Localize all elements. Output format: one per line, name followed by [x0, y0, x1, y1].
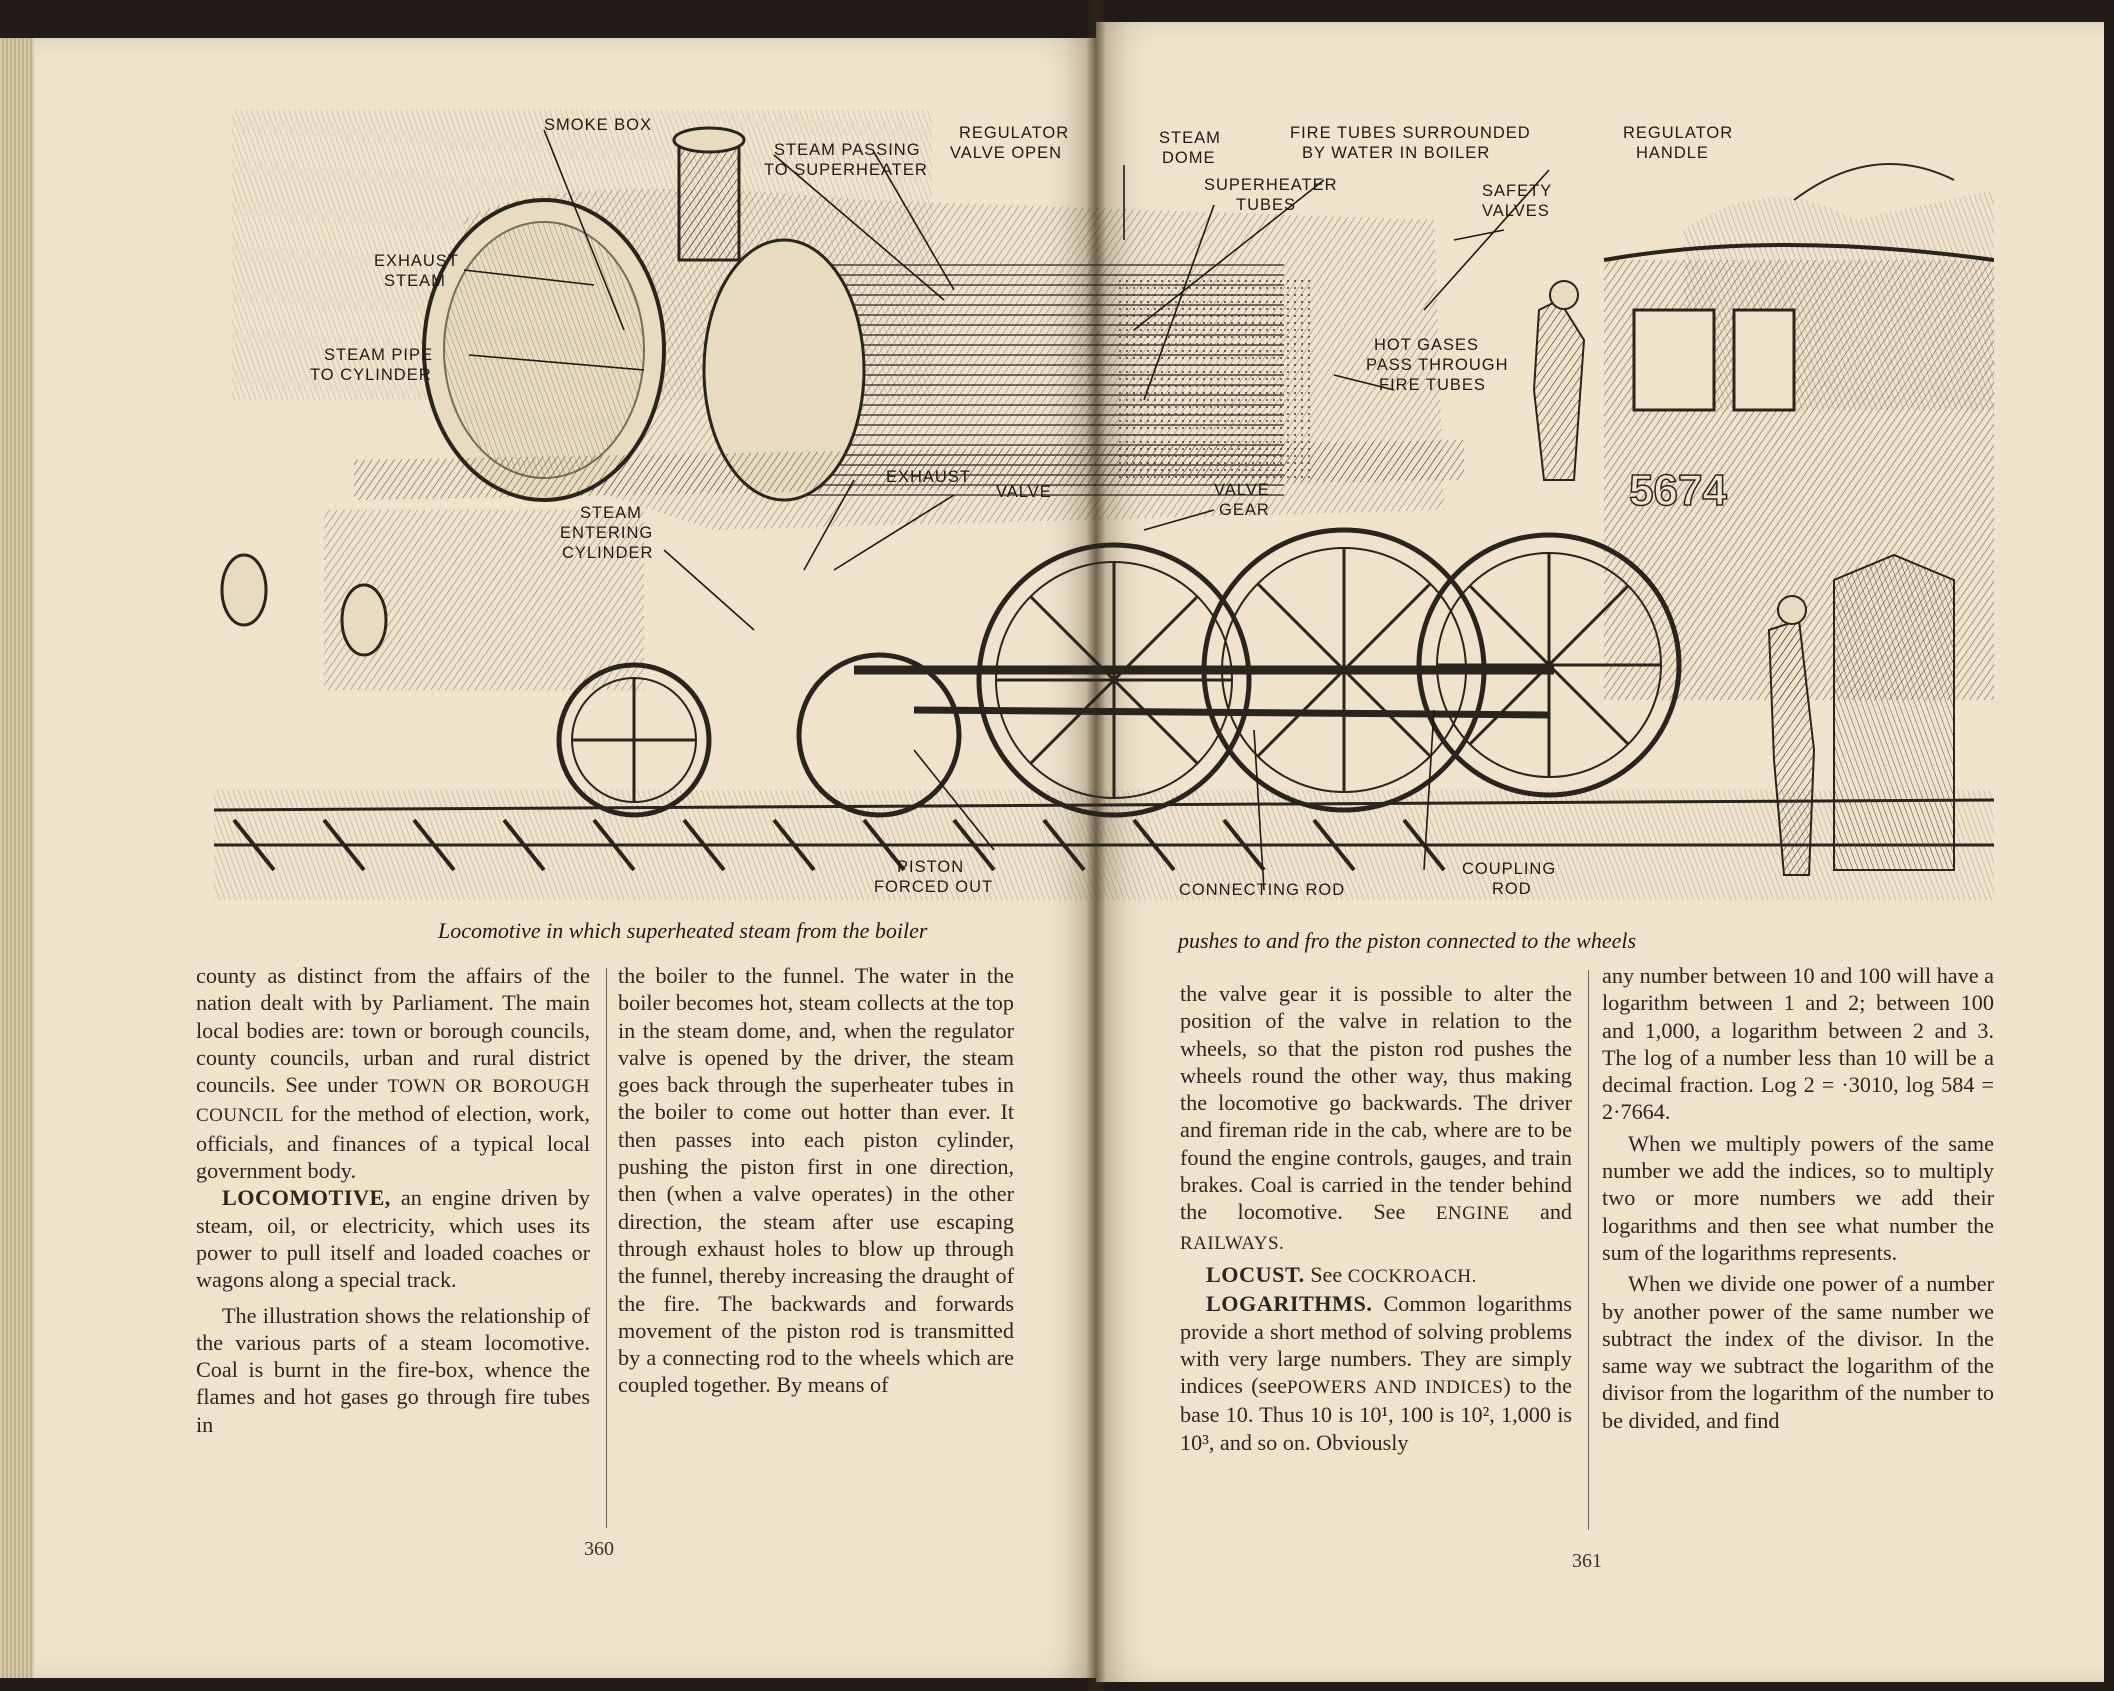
label-steam-passing-1: STEAM PASSING — [774, 141, 921, 159]
label-superheater-1: SUPERHEATER — [1204, 176, 1338, 194]
text-span: ) to the base 10. Thus 10 is 10¹, 100 is 10², 1,000 is 10³, and so on. Obviously — [1180, 1373, 1572, 1455]
engine-number: 5674 — [1629, 466, 1727, 515]
column-rule — [606, 968, 607, 1528]
text-span: See under — [285, 1072, 378, 1098]
label-safety-1: SAFETY — [1482, 182, 1553, 200]
cross-reference: POWERS AND INDICES — [1287, 1377, 1504, 1399]
page-edges — [0, 38, 34, 1678]
paragraph: the boiler to the funnel. The water in the boiler becomes hot, steam collects at the top in the steam dome, and, when the regulator valve is opened by the driver, the steam goes back through the superheater tubes in the boiler to come out hotter than ever. It then passes into each piston cylinder, pushing the piston first in one direction, then (when a valve operates) in the other direction, the steam after use escaping through exhaust holes to blow up through the funnel, thereby increasing the draught of the fire. The backwards and forwards movement of the piston rod is transmitted by a connecting rod to the wheels which are coupled together. By means of — [618, 963, 1014, 1398]
paragraph — [1180, 980, 1572, 1257]
text-span: for the method of election, work, officials, and finances of a typical local government body. — [196, 1101, 590, 1184]
entry-locomotive — [196, 1184, 590, 1293]
cross-reference: RAILWAYS. — [1180, 1232, 1285, 1254]
label-regulator-handle-2: HANDLE — [1636, 144, 1709, 162]
label-regulator-handle-1: REGULATOR — [1623, 124, 1734, 142]
label-steam-entering-2: ENTERING — [560, 524, 654, 542]
label-steam-dome-1: STEAM — [1159, 129, 1221, 147]
page-number-right: 361 — [1572, 1550, 1602, 1572]
left-column-1 — [196, 962, 590, 1438]
label-piston-2: FORCED OUT — [874, 878, 994, 896]
entry-locust — [1180, 1261, 1572, 1290]
text-span: county as distinct from the affairs of the nation dealt with by Parliament. The main local bodies are: town or borough councils, county councils, urban and rural district councils. — [196, 963, 590, 1098]
label-valve: VALVE — [996, 483, 1052, 501]
label-smoke-box: SMOKE BOX — [544, 116, 653, 134]
label-fire-tubes-2: BY WATER IN BOILER — [1302, 144, 1491, 162]
cross-reference: COCKROACH. — [1347, 1265, 1477, 1287]
left-column-2 — [618, 962, 1014, 1399]
label-hot-gases-1: HOT GASES — [1374, 336, 1479, 354]
paragraph — [196, 962, 590, 1184]
cross-reference: TOWN OR BOROUGH COUNCIL — [196, 1076, 591, 1127]
column-rule — [1588, 970, 1589, 1530]
label-steam-pipe-2: TO CYLINDER — [310, 366, 432, 384]
label-steam-entering-1: STEAM — [580, 504, 642, 522]
text-span: and — [1539, 1199, 1573, 1225]
locomotive-illustration — [214, 110, 1994, 900]
label-piston-1: PISTON — [897, 858, 965, 876]
caption-right: pushes to and fro the piston connected to the wheels — [1178, 928, 1637, 953]
label-regulator-valve-2: VALVE OPEN — [950, 144, 1063, 162]
label-fire-tubes-1: FIRE TUBES SURROUNDED — [1290, 124, 1531, 142]
headword: LOCUST. — [1206, 1261, 1305, 1287]
headword: LOCOMOTIVE, — [222, 1185, 391, 1211]
label-steam-entering-3: CYLINDER — [562, 544, 654, 562]
paragraph: When we divide one power of a number by another power of the same number we subtract the index of the divisor. In the same way we subtract the logarithm of the divisor from the logarithm of the number to be divided, and find — [1602, 1271, 1994, 1433]
label-steam-dome-2: DOME — [1162, 149, 1216, 167]
label-safety-2: VALVES — [1482, 202, 1550, 220]
paragraph: When we multiply powers of the same number we add the indices, so to multiply two or more numbers we add their logarithms and then see what number the sum of the logarithms represents. — [1602, 1130, 1994, 1265]
label-coupling-rod-2: ROD — [1492, 880, 1532, 898]
entry-logarithms — [1180, 1290, 1572, 1456]
label-hot-gases-2: PASS THROUGH — [1366, 356, 1509, 374]
label-steam-passing-2: TO SUPERHEATER — [764, 161, 928, 179]
label-hot-gases-3: FIRE TUBES — [1379, 376, 1486, 394]
paragraph: any number between 10 and 100 will have a logarithm between 1 and 2; between 100 and 1,000, a logarithm between 2 and 3. The log of a number less than 10 will be a decimal fraction. Log 2 = ·3010, log 584 = 2·7664. — [1602, 963, 1994, 1125]
label-exhaust-steam-2: STEAM — [384, 272, 446, 290]
text-span: See — [1310, 1261, 1343, 1287]
definition: Common logarithms provide a short method of solving problems with very large numbers. They are simply indices (see — [1180, 1291, 1573, 1399]
label-valve-gear-1: VALVE — [1214, 481, 1270, 499]
right-column-1 — [1180, 980, 1572, 1456]
label-valve-gear-2: GEAR — [1219, 501, 1270, 519]
text-span: the valve gear it is possible to alter the position of the valve in relation to the wheels, so that the piston rod pushes the wheels round the other way, thus making the locomotive go backwards. The driver and fireman ride in the cab, where are to be found the engine controls, gauges, and train brakes. Coal is carried in the tender behind the locomotive. See — [1180, 981, 1572, 1225]
headword: LOGARITHMS. — [1206, 1291, 1373, 1317]
page-number-left: 360 — [584, 1538, 614, 1560]
right-column-2 — [1602, 962, 1994, 1434]
label-regulator-valve-1: REGULATOR — [959, 124, 1070, 142]
caption-left: Locomotive in which superheated steam from the boiler — [438, 918, 928, 943]
paragraph: The illustration shows the relationship of the various parts of a steam locomotive. Coal is burnt in the fire-box, whence the flames and hot gases go through fire tubes in — [196, 1302, 590, 1437]
label-coupling-rod-1: COUPLING — [1462, 860, 1557, 878]
label-steam-pipe-1: STEAM PIPE — [324, 346, 434, 364]
label-connecting-rod: CONNECTING ROD — [1179, 881, 1346, 899]
label-exhaust: EXHAUST — [886, 468, 971, 486]
cross-reference: ENGINE — [1435, 1203, 1510, 1225]
label-exhaust-steam-1: EXHAUST — [374, 252, 459, 270]
definition: an engine driven by steam, oil, or electricity, which uses its power to pull itself and loaded coaches or wagons along a special track. — [196, 1185, 591, 1293]
label-superheater-2: TUBES — [1236, 196, 1297, 214]
